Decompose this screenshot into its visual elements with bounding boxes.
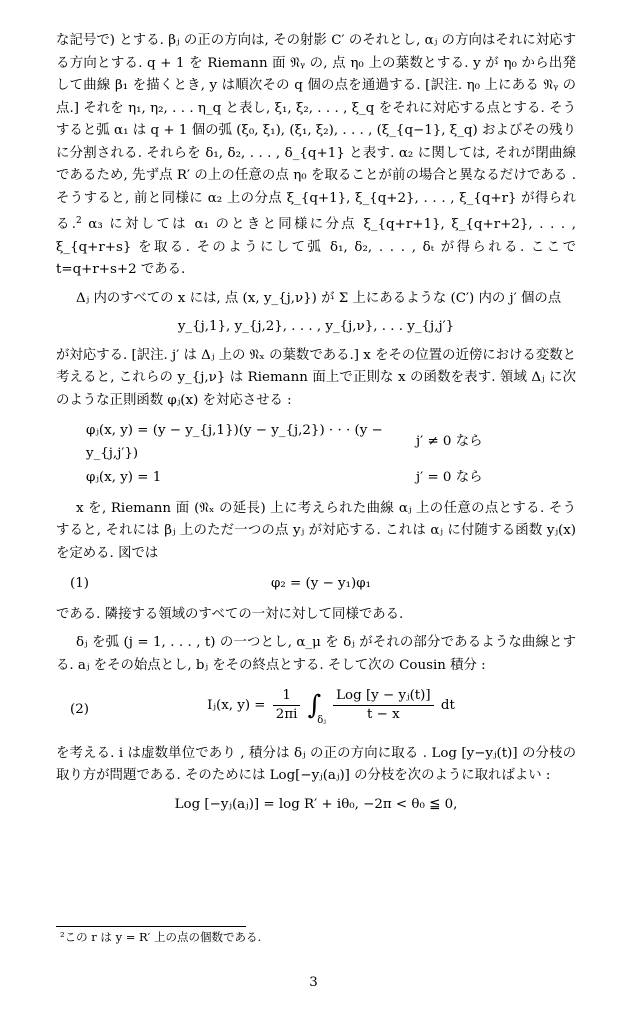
paragraph-7: を考える. i は虚数単位であり , 積分は δⱼ の正の方向に取る . Log [y−yⱼ(t)] の分枝の取り方が問題である. そのためには Log[−yⱼ(aⱼ)] の分枝を次のように取ればよい : bbox=[56, 745, 576, 783]
footnote-mark[interactable]: 2 bbox=[75, 216, 82, 226]
paragraph-1-text: な記号で) とする. βⱼ の正の方向は, その射影 C′ のそれとし, αⱼ の方向はそれに対応する方向とする. q + 1 を Riemann 面 𝔑ᵧ の, 点 η₀ 上の葉数とする. y が η₀ から出発して曲線 β₁ を描くとき, y は順次その q 個の点を通過する. [訳注. η₀ 上にある 𝔑ᵧ の点.] それを η₁, η₂, . . . η_q と表し, ξ₁, ξ₂, . . . , ξ_q をそれに対応する点とする. そうすると弧 α₁ は q + 1 個の弧 (ξ₀, ξ₁), (ξ₁, ξ₂), . . . , (ξ_{q−1}, ξ_q) およびその残りに分割される. それらを δ₁, δ₂, . . . , δ_{q+1} と表す. α₂ に関しては, それが閉曲線であるため, 先ず点 R′ の上の任意の点 η₀ を取ることが前の場合と異なるだけである . そうすると, 前と同様に α₂ 上の分点 ξ_{q+1}, ξ_{q+2}, . . . , ξ_{q+r} が得られる. bbox=[56, 33, 576, 232]
footnote: ²この r は y = R′ 上の点の個数である. bbox=[60, 930, 262, 944]
paragraph-4: x を, Riemann 面 (𝔑ₓ の延長) 上に考えられた曲線 αⱼ 上の任意の点とする. そうすると, それには βⱼ 上のただ一つの点 yⱼ が対応する. これは αⱼ に付随する函数 yⱼ(x) を定める. 図では bbox=[56, 500, 576, 561]
equation-1-number: (1) bbox=[70, 576, 89, 591]
paragraph-1 bbox=[56, 30, 576, 282]
equation-1-formula: φ₂ = (y − y₁)φ₁ bbox=[271, 576, 371, 591]
paragraph-6: δⱼ を弧 (j = 1, . . . , t) の一つとし, α_μ を δⱼ がそれの部分であるような曲線とする. aⱼ をその始点とし, bⱼ をその終点とする. そして次の Cousin 積分 : bbox=[56, 635, 576, 673]
fraction-1-numerator: 1 bbox=[273, 687, 301, 706]
page-number: 3 bbox=[309, 975, 318, 990]
points-display: y_{j,1}, y_{j,2}, . . . , y_{j,ν}, . . . y_{j,j′} bbox=[177, 319, 455, 334]
paragraph-2: Δⱼ 内のすべての x には, 点 (x, y_{j,ν}) が Σ 上にあるような (C′) 内の j′ 個の点 bbox=[76, 290, 562, 306]
case-2-condition: j′ = 0 なら bbox=[416, 470, 483, 485]
last-equation: Log [−yⱼ(aⱼ)] = log R′ + iθ₀, −2π < θ₀ ≦ 0, bbox=[174, 796, 458, 812]
case-2-formula: φⱼ(x, y) = 1 bbox=[86, 470, 162, 485]
equation-2-lhs: Iⱼ(x, y) = bbox=[207, 698, 266, 713]
equation-2-number: (2) bbox=[70, 701, 89, 717]
integral-sign: ∫ bbox=[307, 690, 322, 721]
paragraph-3: が対応する. [訳注. j′ は Δⱼ 上の 𝔑ₓ の葉数である.] x をその位置の近傍における変数と考えると, これらの y_{j,ν} は Riemann 面上で正則な x の函数を表す. 領域 Δⱼ に次のような正則函数 φⱼ(x) を対応させる : bbox=[56, 347, 576, 408]
page-body bbox=[56, 30, 576, 816]
paragraph-5: である. 隣接する領域のすべての一対に対して同様である. bbox=[56, 606, 404, 622]
fraction-2 bbox=[333, 687, 433, 724]
integral-subscript: δⱼ bbox=[317, 715, 326, 726]
footnote-rule bbox=[56, 926, 246, 927]
equation-1 bbox=[56, 573, 576, 596]
paragraph-1-tail: α₃ に対しては α₁ のときと同様に分点 ξ_{q+r+1}, ξ_{q+r+2}, . . . , ξ_{q+r+s} を取る. そのようにして弧 δ₁, δ₂, . . . , δₜ が得られる. ここで t=q+r+s+2 である. bbox=[56, 217, 576, 277]
fraction-1-denominator: 2πi bbox=[275, 707, 298, 722]
fraction-1 bbox=[273, 687, 301, 724]
case-row-1 bbox=[56, 420, 576, 465]
fraction-2-denominator: t − x bbox=[367, 707, 400, 722]
case-1-condition: j′ ≠ 0 なら bbox=[416, 434, 483, 450]
equation-2-tail: dt bbox=[440, 698, 455, 713]
equation-2-formula bbox=[126, 687, 576, 733]
fraction-2-numerator: Log [y − yⱼ(t)] bbox=[333, 687, 433, 706]
case-1-formula: φⱼ(x, y) = (y − y_{j,1})(y − y_{j,2}) · · · (y − y_{j,j′}) bbox=[86, 423, 383, 461]
cases-block bbox=[56, 420, 576, 490]
case-row-2 bbox=[56, 467, 576, 490]
equation-2 bbox=[56, 687, 576, 733]
